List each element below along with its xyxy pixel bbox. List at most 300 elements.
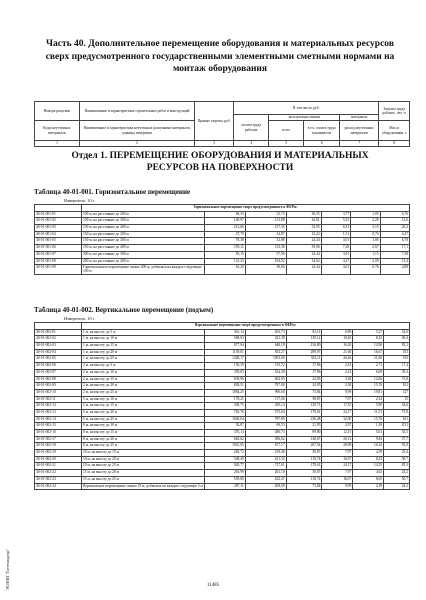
rate-code: 40-01-002-03: [35, 343, 82, 350]
work-name: 10 м, на высоту до 20 м: [82, 456, 205, 463]
value-cell: 57,56: [245, 251, 286, 258]
work-name: 1 м, на высоту до 5 м: [82, 329, 205, 336]
value-cell: 58,87: [286, 396, 322, 403]
table-row: [35, 329, 410, 336]
table-row: [35, 409, 410, 416]
rate-code: 40-01-001-08: [35, 258, 82, 265]
value-cell: 24,17: [322, 463, 353, 470]
value-cell: 787,80: [245, 383, 286, 390]
value-cell: 21,06: [353, 356, 384, 363]
value-cell: 12,06: [353, 376, 384, 383]
table-row: [35, 483, 410, 490]
value-cell: 24,2: [384, 483, 410, 490]
table-row: [35, 265, 410, 275]
value-cell: 178,61: [286, 463, 322, 470]
value-cell: 11,51: [353, 409, 384, 416]
table-row: [35, 376, 410, 383]
value-cell: 219,46: [245, 450, 286, 457]
value-cell: 334,38: [245, 369, 286, 376]
value-cell: 236,48: [286, 416, 322, 423]
value-cell: 17,1: [380, 245, 409, 252]
rate-code: 40-01-002-07: [35, 369, 82, 376]
value-cell: 5,52: [321, 218, 350, 225]
table-row: [35, 430, 410, 437]
header-cell: [35, 102, 80, 121]
value-cell: 141,23: [205, 258, 246, 265]
value-cell: 17,96: [286, 369, 322, 376]
value-cell: 133,38: [245, 245, 286, 252]
value-cell: 16,07: [322, 476, 353, 483]
value-cell: 1428,17: [205, 356, 246, 363]
table-title: Таблица 40-01-002. Вертикальное перемещение (подъем): [34, 306, 214, 314]
table-row: [35, 423, 410, 430]
value-cell: 156,39: [205, 363, 246, 370]
value-cell: 25,4: [384, 450, 410, 457]
value-cell: 24,44: [286, 251, 321, 258]
value-cell: 28,08: [322, 443, 353, 450]
work-name: 10 м, на высоту до 15 м: [82, 450, 205, 457]
table-row: [35, 356, 410, 363]
value-cell: 24,95: [286, 376, 322, 383]
table-unit: Измеритель: 10 т: [64, 198, 95, 203]
value-cell: 6,53: [321, 225, 350, 232]
value-cell: 83,1: [384, 343, 410, 350]
table-row: [35, 443, 410, 450]
table-row: [35, 336, 410, 343]
value-cell: 135: [384, 356, 410, 363]
work-name: 5 м, на высоту до 20 м: [82, 409, 205, 416]
value-cell: 148,67: [286, 436, 322, 443]
value-cell: 101: [384, 383, 410, 390]
table-row: [35, 476, 410, 483]
work-name: 1 м, на высоту до 10 м: [82, 336, 205, 343]
table-row: [35, 343, 410, 350]
rate-code: 40-01-001-03: [35, 225, 82, 232]
rate-code: 40-01-002-06: [35, 363, 82, 370]
value-cell: 1084,25: [205, 389, 246, 396]
table-row: [35, 470, 410, 477]
value-cell: 101: [384, 416, 410, 423]
value-cell: 16,07: [322, 456, 353, 463]
value-cell: 430,75: [205, 403, 246, 410]
header-text: Номера расценок: [43, 108, 71, 113]
rate-code: 40-01-002-17: [35, 436, 82, 443]
rate-code: 40-01-002-24: [35, 483, 82, 490]
value-cell: 118,74: [286, 456, 322, 463]
rate-code: 40-01-001-01: [35, 211, 82, 218]
value-cell: 14,6: [380, 218, 409, 225]
col-number: 5: [269, 141, 304, 147]
value-cell: 6,78: [380, 238, 409, 245]
value-cell: 354,11: [286, 356, 322, 363]
value-cell: 38,06: [245, 265, 286, 275]
col-number: 2: [79, 141, 194, 147]
value-cell: 8,51: [384, 423, 410, 430]
value-cell: 33,5: [384, 430, 410, 437]
rate-code: 40-01-001-05: [35, 238, 82, 245]
value-cell: 2,34: [353, 396, 384, 403]
col-number: 1: [35, 141, 80, 147]
work-name: Вертикальное перемещение свыше 25 м, добавлять на каждые следующие 5 м: [82, 483, 205, 490]
rate-code: 40-01-002-09: [35, 383, 82, 390]
value-cell: 421,38: [245, 336, 286, 343]
header-cell: всего: [269, 121, 304, 141]
rate-code: 40-01-001-02: [35, 218, 82, 225]
value-cell: 9,99: [322, 389, 353, 396]
value-cell: 7,38: [380, 251, 409, 258]
value-cell: 1,39: [353, 423, 384, 430]
value-cell: 63,20: [205, 265, 246, 275]
value-cell: 52,73: [245, 211, 286, 218]
value-cell: 21,95: [286, 423, 322, 430]
header-cell: оплата труда рабочих: [234, 115, 269, 141]
value-cell: 24,2: [384, 470, 410, 477]
work-name: 1 м, на высоту до 20 м: [82, 349, 205, 356]
rate-code: 40-01-002-05: [35, 356, 82, 363]
value-cell: 4,39: [353, 450, 384, 457]
table-row: [35, 251, 410, 258]
value-cell: 361,14: [205, 329, 246, 336]
value-cell: 376,14: [205, 430, 246, 437]
rate-code: 40-01-002-21: [35, 463, 82, 470]
value-cell: 44,81: [286, 218, 321, 225]
work-name: 8 м, на высоту до 20 м: [82, 436, 205, 443]
value-cell: 3,15: [351, 225, 380, 232]
table-row: [35, 436, 410, 443]
value-cell: 496,62: [245, 436, 286, 443]
work-name: 15 м, на высоту до 20 м: [82, 470, 205, 477]
value-cell: 95,8: [384, 443, 410, 450]
value-cell: 263,99: [205, 470, 246, 477]
value-cell: 104,52: [245, 258, 286, 265]
value-cell: 34,87: [245, 231, 286, 238]
value-cell: 14,55: [353, 463, 384, 470]
value-cell: 58,87: [286, 450, 322, 457]
value-cell: 73,84: [286, 483, 322, 490]
value-cell: 990,60: [245, 389, 286, 396]
work-name: 15 м, на высоту до 25 м: [82, 476, 205, 483]
value-cell: 24,17: [322, 409, 353, 416]
value-cell: 103: [384, 349, 410, 356]
header-cell: Затраты труда рабочих, чел.-ч: [379, 102, 410, 121]
value-cell: 12,15: [322, 430, 353, 437]
table-row: [35, 211, 410, 218]
value-cell: 12,22: [286, 231, 321, 238]
data-table-horizontal: [34, 204, 410, 275]
value-cell: 5,27: [353, 329, 384, 336]
value-cell: 2,43: [322, 363, 353, 370]
value-cell: 16,67: [353, 349, 384, 356]
value-cell: 15,76: [353, 416, 384, 423]
table-row: [35, 396, 410, 403]
value-cell: 559,80: [205, 476, 246, 483]
value-cell: 765,76: [205, 409, 246, 416]
rate-code: 40-01-002-18: [35, 443, 82, 450]
value-cell: 178,61: [286, 409, 322, 416]
value-cell: 135,72: [245, 363, 286, 370]
work-name: Горизонтальное перемещение свыше 400 м, добавлять на каждые следующие 100 м: [82, 265, 205, 275]
value-cell: 9,99: [322, 483, 353, 490]
value-cell: 20,12: [322, 436, 353, 443]
table-row: [35, 389, 410, 396]
blank-cell: [35, 323, 82, 330]
value-cell: 34,62: [286, 258, 321, 265]
value-cell: 83,15: [205, 251, 246, 258]
value-cell: 89,80: [286, 430, 322, 437]
value-cell: 787,80: [245, 416, 286, 423]
header-cell: [79, 102, 194, 121]
value-cell: 7,97: [322, 470, 353, 477]
work-name: 5 м, на высоту до 25 м: [82, 416, 205, 423]
value-cell: 833,27: [245, 349, 286, 356]
value-cell: 1053,00: [245, 356, 286, 363]
col-number: 7: [340, 141, 379, 147]
rate-code: 40-01-002-08: [35, 376, 82, 383]
rate-code: 40-01-001-04: [35, 231, 82, 238]
header-cell: Наименование и характеристика неучтенных расценками материалов, единица измерения: [79, 121, 194, 141]
rate-code: 40-01-002-23: [35, 476, 82, 483]
value-cell: 12,96: [353, 343, 384, 350]
value-cell: 69,53: [245, 423, 286, 430]
blank-cell: [35, 205, 82, 212]
value-cell: 602,95: [245, 376, 286, 383]
rate-code: 40-01-002-10: [35, 389, 82, 396]
value-cell: 50,7: [384, 456, 410, 463]
value-cell: 3,01: [321, 238, 350, 245]
value-cell: 1040,04: [205, 416, 246, 423]
value-cell: 47,79: [205, 231, 246, 238]
value-cell: 8,65: [353, 476, 384, 483]
header-text: Наименование и характеристика строительных работ и конструкций: [84, 108, 190, 113]
rate-code: 40-01-001-07: [35, 251, 82, 258]
value-cell: 160,97: [205, 218, 246, 225]
rate-code: 40-01-002-20: [35, 456, 82, 463]
value-cell: 0,76: [351, 265, 380, 275]
value-cell: 575,64: [245, 409, 286, 416]
value-cell: 8,43: [353, 336, 384, 343]
col-number: 3: [195, 141, 234, 147]
value-cell: 2,43: [322, 369, 353, 376]
value-cell: 432,47: [245, 476, 286, 483]
value-cell: 84,33: [205, 211, 246, 218]
col-number: 8: [379, 141, 410, 147]
table-row: [35, 383, 410, 390]
value-cell: 216,80: [286, 343, 322, 350]
value-cell: 178,21: [205, 396, 246, 403]
side-stamp-text: ЭСНПИ "Гостехнадзор": [5, 548, 10, 590]
table-row: [35, 416, 410, 423]
work-name: 5 м, на высоту до 15 м: [82, 403, 205, 410]
work-name: 2 м, на высоту до 15 м: [82, 376, 205, 383]
value-cell: 7,28: [321, 245, 350, 252]
col-number: 6: [304, 141, 340, 147]
header-cell: эксплуатация машин: [269, 115, 340, 121]
value-cell: 73,8: [384, 376, 410, 383]
value-cell: 92,14: [286, 329, 322, 336]
rate-code: 40-01-001-06: [35, 245, 82, 252]
value-cell: 1041,05: [205, 443, 246, 450]
page-number: 11485: [206, 583, 220, 588]
value-cell: 3,01: [321, 251, 350, 258]
section-title: Отдел 1. ПЕРЕМЕЩЕНИЕ ОБОРУДОВАНИЯ И МАТЕРИАЛЬНЫХ РЕСУРСОВ НА ПОВЕРХНОСТИ: [71, 151, 369, 173]
value-cell: 15,76: [353, 383, 384, 390]
value-cell: 58,87: [286, 470, 322, 477]
table-row: [35, 450, 410, 457]
value-cell: 85,3: [384, 463, 410, 470]
rate-code: 40-01-002-01: [35, 329, 82, 336]
table-unit: Измеритель: 10 т: [64, 316, 95, 321]
header-cell: расход неучтенных материалов: [340, 121, 379, 141]
value-cell: 15: [384, 396, 410, 403]
value-cell: 7,97: [322, 450, 353, 457]
value-cell: 21,60: [322, 349, 353, 356]
value-cell: 195,11: [205, 245, 246, 252]
value-cell: 13,4: [380, 258, 409, 265]
header-cell: материалы: [340, 115, 379, 121]
value-cell: 10,40: [322, 336, 353, 343]
table-row: [35, 258, 410, 265]
work-name: 2 м, на высоту до 5 м: [82, 363, 205, 370]
value-cell: 5,61: [353, 430, 384, 437]
work-name: 100 м, на расстояние до 300 м: [82, 218, 205, 225]
value-cell: 9,84: [353, 436, 384, 443]
value-cell: 92,87: [205, 423, 246, 430]
header-cell: В том числе, руб.: [234, 102, 379, 115]
table-row: [35, 349, 410, 356]
rate-code: 40-01-002-11: [35, 396, 82, 403]
value-cell: 4,47: [380, 231, 409, 238]
value-cell: 1,51: [321, 231, 350, 238]
work-name: 150 м, на расстояние до 400 м: [82, 245, 205, 252]
rate-code: 40-01-002-02: [35, 336, 82, 343]
work-name: 1 м, на высоту до 15 м: [82, 343, 205, 350]
work-name: 100 м, на расстояние до 400 м: [82, 225, 205, 232]
table-row: [35, 456, 410, 463]
value-cell: 32,6: [384, 329, 410, 336]
value-cell: 359,03: [205, 369, 246, 376]
table-row: [35, 245, 410, 252]
value-cell: 421,32: [245, 456, 286, 463]
table-row: [35, 231, 410, 238]
table-title: Таблица 40-01-001. Горизонтальное перемещение: [34, 188, 191, 196]
table-row: [35, 218, 410, 225]
value-cell: 287,11: [205, 483, 246, 490]
value-cell: 295,14: [245, 403, 286, 410]
value-cell: 129,71: [286, 403, 322, 410]
value-cell: 1,05: [351, 211, 380, 218]
work-name: 8 м, на высоту до 25 м: [82, 443, 205, 450]
value-cell: 50,7: [384, 476, 410, 483]
data-table-vertical: [34, 322, 410, 490]
value-cell: 4,02: [353, 470, 384, 477]
value-cell: 2,71: [353, 363, 384, 370]
value-cell: 280,73: [245, 430, 286, 437]
value-cell: 828,51: [205, 383, 246, 390]
work-name: 200 м, на расстояние до 300 м: [82, 251, 205, 258]
rate-code: 40-01-002-12: [35, 403, 82, 410]
value-cell: 113,88: [245, 218, 286, 225]
work-name: 150 м, на расстояние до 300 м: [82, 238, 205, 245]
value-cell: 5,90: [353, 403, 384, 410]
table-row: [35, 463, 410, 470]
value-cell: 127: [384, 389, 410, 396]
value-cell: 117,00: [245, 396, 286, 403]
table-caption: Вертикальное перемещение сверх предусмотренного в ФЕРм:: [82, 323, 410, 330]
rate-code: 40-01-002-15: [35, 423, 82, 430]
value-cell: 568,93: [205, 336, 246, 343]
value-cell: 30,55: [286, 211, 321, 218]
table-row: [35, 238, 410, 245]
value-cell: 282,72: [205, 450, 246, 457]
header-cell: Коды неучтенных материалов: [35, 121, 80, 141]
rate-code: 40-01-001-09: [35, 265, 82, 275]
work-name: 2 м, на высоту до 25 м: [82, 389, 205, 396]
value-cell: 16,34: [353, 443, 384, 450]
value-cell: 1,15: [351, 251, 380, 258]
value-cell: 648,18: [245, 343, 286, 350]
value-cell: 34,6: [384, 403, 410, 410]
value-cell: 52,88: [245, 238, 286, 245]
value-cell: 73,84: [286, 389, 322, 396]
header-cell: в т.ч. оплата труда машинистов: [304, 121, 340, 141]
value-cell: 289,07: [286, 349, 322, 356]
col-number: 4: [234, 141, 269, 147]
value-cell: 3,38: [322, 383, 353, 390]
value-cell: 2,67: [351, 245, 380, 252]
header-cell: Масса оборудования, т: [379, 121, 410, 141]
value-cell: 665,62: [205, 436, 246, 443]
table-caption: Горизонтальное перемещение сверх предусмотренного в ФЕРм:: [82, 205, 410, 212]
value-cell: 548,49: [205, 456, 246, 463]
value-cell: 1139,01: [205, 349, 246, 356]
value-cell: 32,00: [322, 416, 353, 423]
header-cell: Прямые затраты, руб.: [195, 102, 234, 141]
value-cell: 20,2: [380, 225, 409, 232]
value-cell: 49,4: [384, 336, 410, 343]
value-cell: 7,97: [322, 396, 353, 403]
table-row: [35, 225, 410, 232]
value-cell: 0,70: [351, 231, 380, 238]
value-cell: 52,95: [286, 225, 321, 232]
work-name: 8 м, на высоту до 15 м: [82, 430, 205, 437]
value-cell: 727,61: [245, 463, 286, 470]
value-cell: 2,28: [351, 218, 380, 225]
value-cell: 817,17: [245, 443, 286, 450]
value-cell: 3,38: [322, 376, 353, 383]
value-cell: 59,06: [286, 245, 321, 252]
work-name: 8 м, на высоту до 10 м: [82, 423, 205, 430]
value-cell: 2,09: [351, 258, 380, 265]
table-row: [35, 363, 410, 370]
value-cell: 17,4: [384, 363, 410, 370]
value-cell: 139,12: [286, 336, 322, 343]
work-name: 5 м, на высоту до 10 м: [82, 396, 205, 403]
value-cell: 16,20: [322, 343, 353, 350]
value-cell: 8,43: [353, 456, 384, 463]
work-name: 1 м, на высоту до 25 м: [82, 356, 205, 363]
value-cell: 639,96: [205, 376, 246, 383]
rate-code: 40-01-002-04: [35, 349, 82, 356]
value-cell: 2,97: [322, 423, 353, 430]
work-name: 100 м, на расстояние до 200 м: [82, 211, 205, 218]
table-row: [35, 403, 410, 410]
value-cell: 3,77: [321, 211, 350, 218]
page-title: Часть 40. Дополнительное перемещение оборудования и материальных ресурсов сверх предусмотренного государственными элементными сметными нормами на монтаж оборудования: [45, 39, 395, 74]
value-cell: 877,94: [205, 343, 246, 350]
value-cell: 26,46: [322, 356, 353, 363]
value-cell: 4,27: [321, 258, 350, 265]
value-cell: 157,56: [245, 225, 286, 232]
